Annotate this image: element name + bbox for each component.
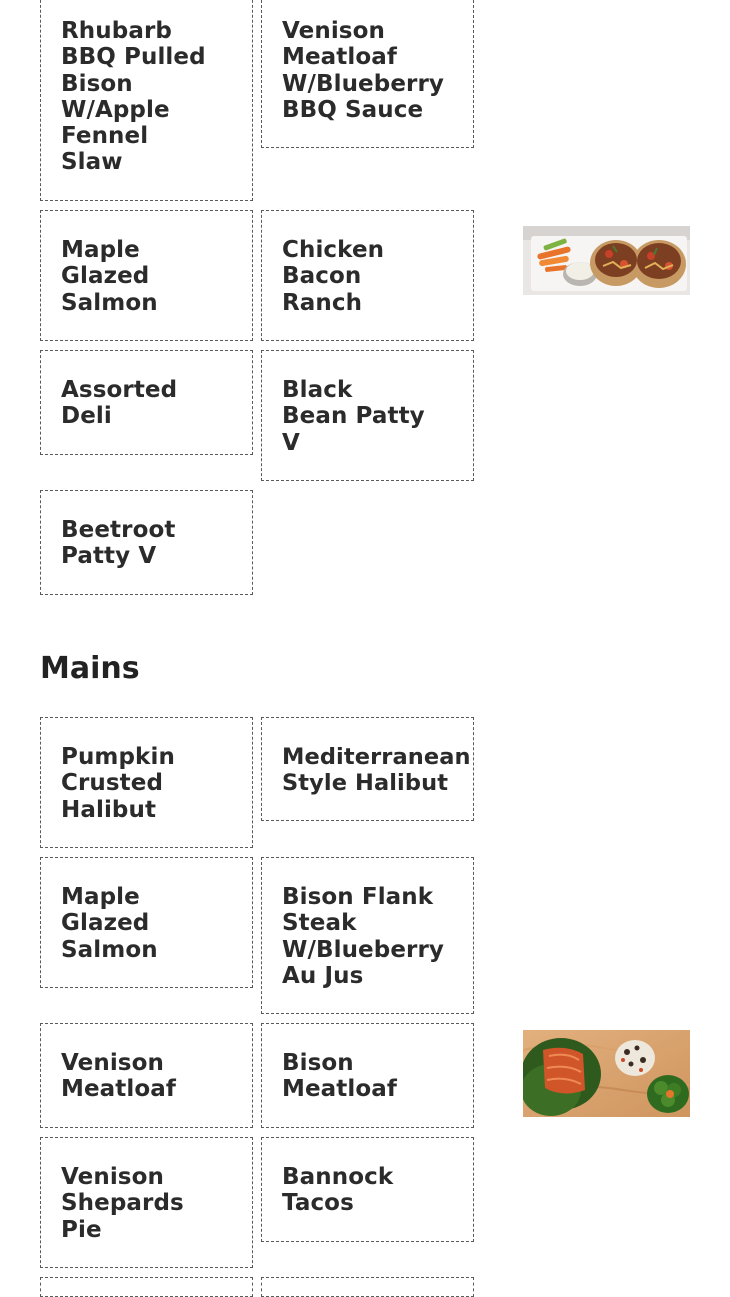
menu-item-label: Assorted Deli: [61, 377, 178, 430]
menu-item-card[interactable]: [40, 350, 253, 455]
menu-item-label: Bison Flank Steak W/Blueberry Au Jus: [282, 884, 444, 989]
menu-item-card[interactable]: [261, 210, 474, 341]
menu-item-label: Pumpkin Crusted Halibut: [61, 744, 175, 823]
menu-item-label: Bison Meatloaf: [282, 1050, 398, 1103]
menu-item-card[interactable]: [40, 0, 253, 201]
menu-item-card[interactable]: [261, 350, 474, 481]
menu-item-label: Beetroot Patty V: [61, 517, 176, 570]
menu-item-card[interactable]: [261, 857, 474, 1014]
section-heading-mains: Mains: [40, 651, 140, 686]
menu-item-card[interactable]: [40, 1023, 253, 1128]
menu-item-card[interactable]: [40, 490, 253, 595]
menu-item-label: Venison Meatloaf W/Blueberry BBQ Sauce: [282, 18, 444, 123]
menu-item-label: Venison Meatloaf: [61, 1050, 177, 1103]
menu-item-label: Chicken Bacon Ranch: [282, 237, 385, 316]
food-photo-pulled-bison-icon: [523, 226, 690, 295]
menu-item-label: Mediterranean Style Halibut: [282, 744, 471, 797]
menu-item-card[interactable]: [40, 717, 253, 848]
menu-item-label: Maple Glazed Salmon: [61, 237, 158, 316]
menu-item-card[interactable]: [40, 857, 253, 988]
menu-item-card[interactable]: [261, 1137, 474, 1242]
menu-item-card[interactable]: [261, 0, 474, 148]
menu-item-label: Black Bean Patty V: [282, 377, 425, 456]
menu-item-card[interactable]: [261, 1023, 474, 1128]
menu-item-card[interactable]: [261, 717, 474, 821]
menu-item-label: Venison Shepards Pie: [61, 1164, 184, 1243]
menu-item-card[interactable]: [261, 1277, 474, 1297]
menu-item-label: Maple Glazed Salmon: [61, 884, 158, 963]
food-photo-salmon-plate-icon: [523, 1030, 690, 1117]
menu-item-card[interactable]: [40, 210, 253, 341]
menu-item-card[interactable]: [40, 1277, 253, 1297]
menu-item-card[interactable]: [40, 1137, 253, 1268]
menu-item-label: Rhubarb BBQ Pulled Bison W/Apple Fennel Slaw: [61, 18, 206, 176]
menu-item-label: Bannock Tacos: [282, 1164, 394, 1217]
